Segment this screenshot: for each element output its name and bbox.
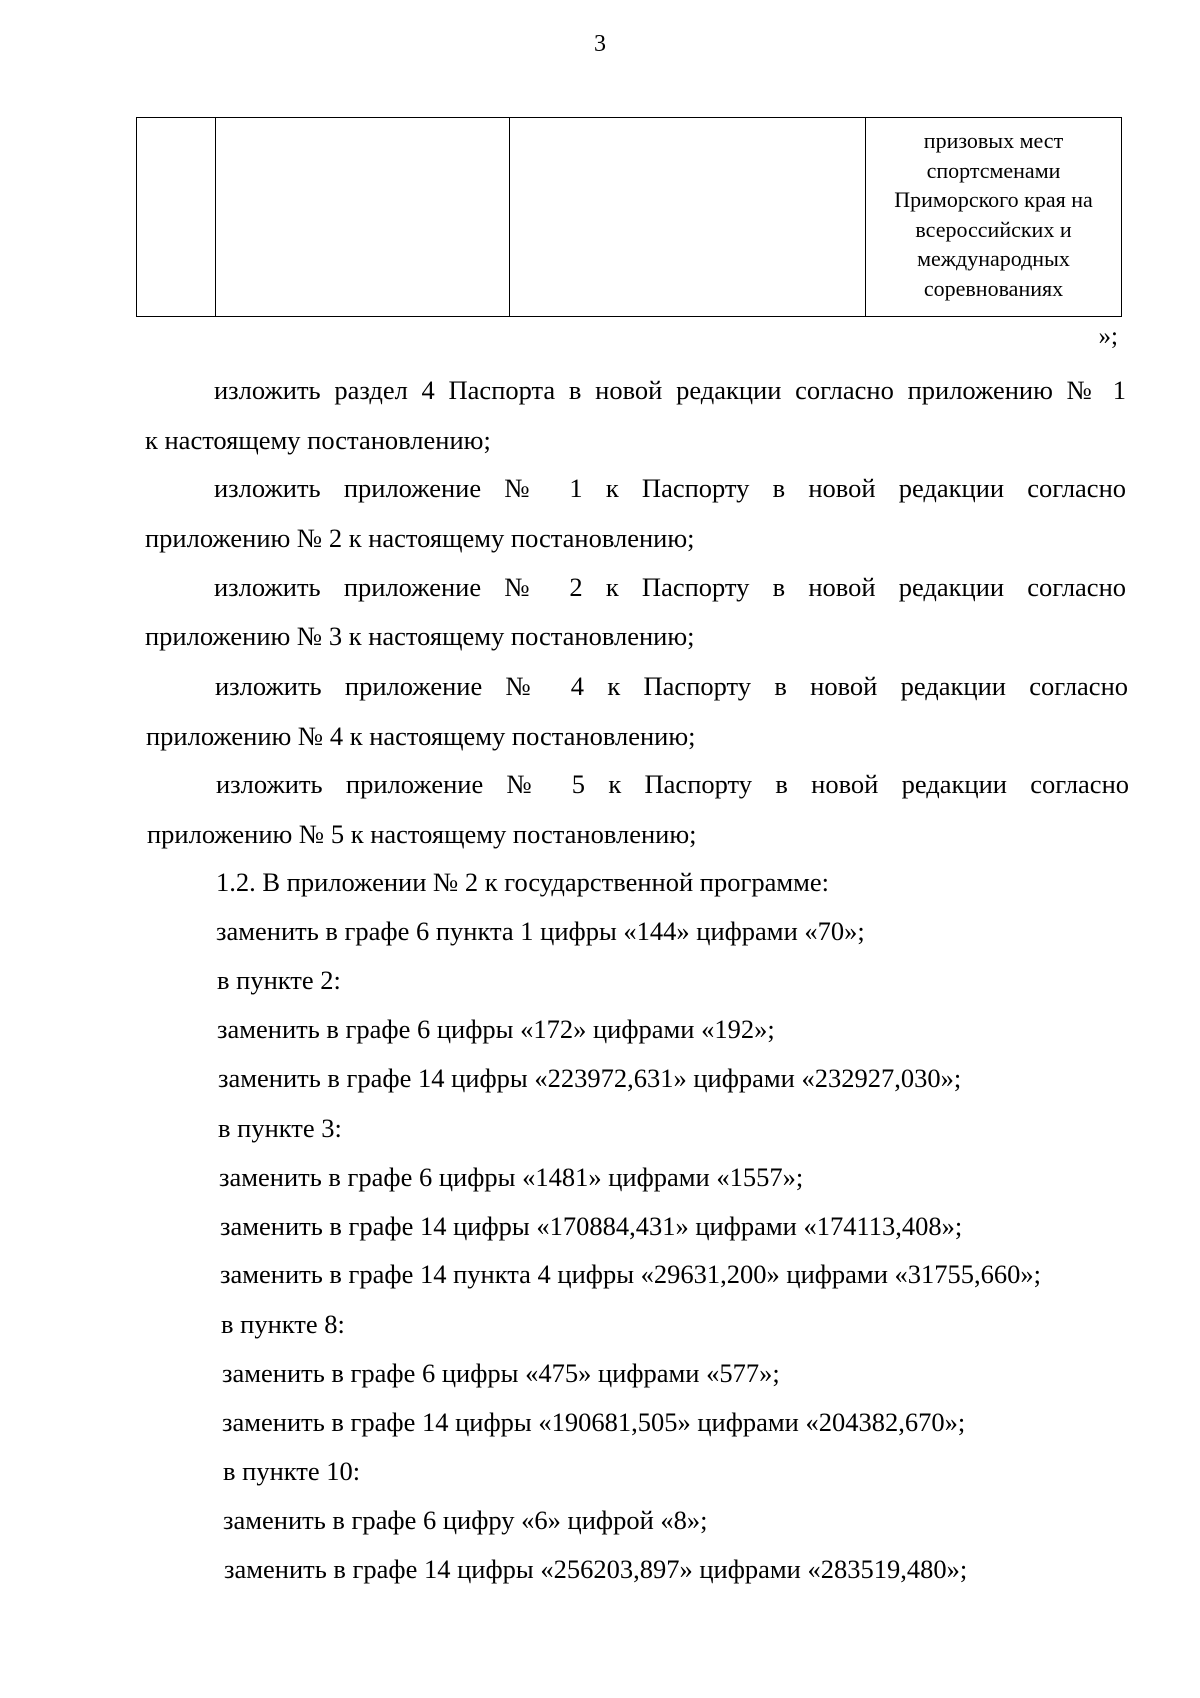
text-line: заменить в графе 6 цифры «475» цифрами «577»;	[222, 1358, 780, 1388]
text-line: заменить в графе 14 цифры «223972,631» цифрами «232927,030»;	[218, 1063, 962, 1093]
closing-quote: »;	[1098, 323, 1118, 350]
table-cell-number	[137, 118, 216, 317]
text-line: к настоящему постановлению;	[145, 425, 491, 455]
text-line: изложить приложение № 1 к Паспорту в новой редакции согласно	[214, 473, 1126, 503]
text-line: приложению № 2 к настоящему постановлению;	[145, 523, 695, 553]
text-line: приложению № 5 к настоящему постановлению;	[147, 819, 697, 849]
text-line: изложить приложение № 2 к Паспорту в новой редакции согласно	[214, 572, 1126, 602]
table-cell-line: соревнованиях	[923, 275, 1064, 301]
table-cell-line: Приморского края на	[894, 187, 1093, 212]
page-number: 3	[594, 31, 606, 57]
table-cell-line: спортсменами	[926, 157, 1061, 183]
text-line: приложению № 3 к настоящему постановлению;	[145, 621, 695, 651]
text-line: в пункте 10:	[223, 1456, 361, 1486]
table-cell-line: международных	[917, 246, 1070, 271]
table-cell-description	[510, 118, 866, 317]
text-line: заменить в графе 6 цифру «6» цифрой «8»;	[223, 1505, 708, 1535]
text-line: 1.2. В приложении № 2 к государственной программе:	[216, 867, 829, 897]
text-line: заменить в графе 14 цифры «256203,897» цифрами «283519,480»;	[224, 1554, 968, 1584]
text-line: заменить в графе 14 цифры «170884,431» цифрами «174113,408»;	[220, 1211, 963, 1241]
text-line: изложить приложение № 5 к Паспорту в новой редакции согласно	[216, 769, 1129, 799]
table-cell-line: всероссийских и	[915, 216, 1072, 242]
text-line: изложить приложение № 4 к Паспорту в новой редакции согласно	[215, 671, 1128, 701]
table-fragment	[136, 117, 1122, 317]
text-line: приложению № 4 к настоящему постановлению;	[146, 721, 696, 751]
text-line: в пункте 2:	[217, 965, 341, 995]
text-line: заменить в графе 14 цифры «190681,505» цифрами «204382,670»;	[222, 1407, 966, 1437]
text-line: в пункте 8:	[221, 1309, 345, 1339]
table-cell-line: призовых мест	[923, 128, 1064, 153]
text-line: изложить раздел 4 Паспорта в новой редакции согласно приложению № 1	[214, 375, 1126, 405]
text-line: заменить в графе 6 цифры «1481» цифрами «1557»;	[219, 1162, 804, 1192]
text-line: в пункте 3:	[218, 1113, 342, 1143]
text-line: заменить в графе 14 пункта 4 цифры «29631,200» цифрами «31755,660»;	[220, 1259, 1041, 1289]
table-cell-name	[216, 118, 510, 317]
text-line: заменить в графе 6 цифры «172» цифрами «192»;	[217, 1014, 775, 1044]
table-cell-indicator	[866, 118, 1122, 317]
text-line: заменить в графе 6 пункта 1 цифры «144» цифрами «70»;	[216, 916, 865, 946]
